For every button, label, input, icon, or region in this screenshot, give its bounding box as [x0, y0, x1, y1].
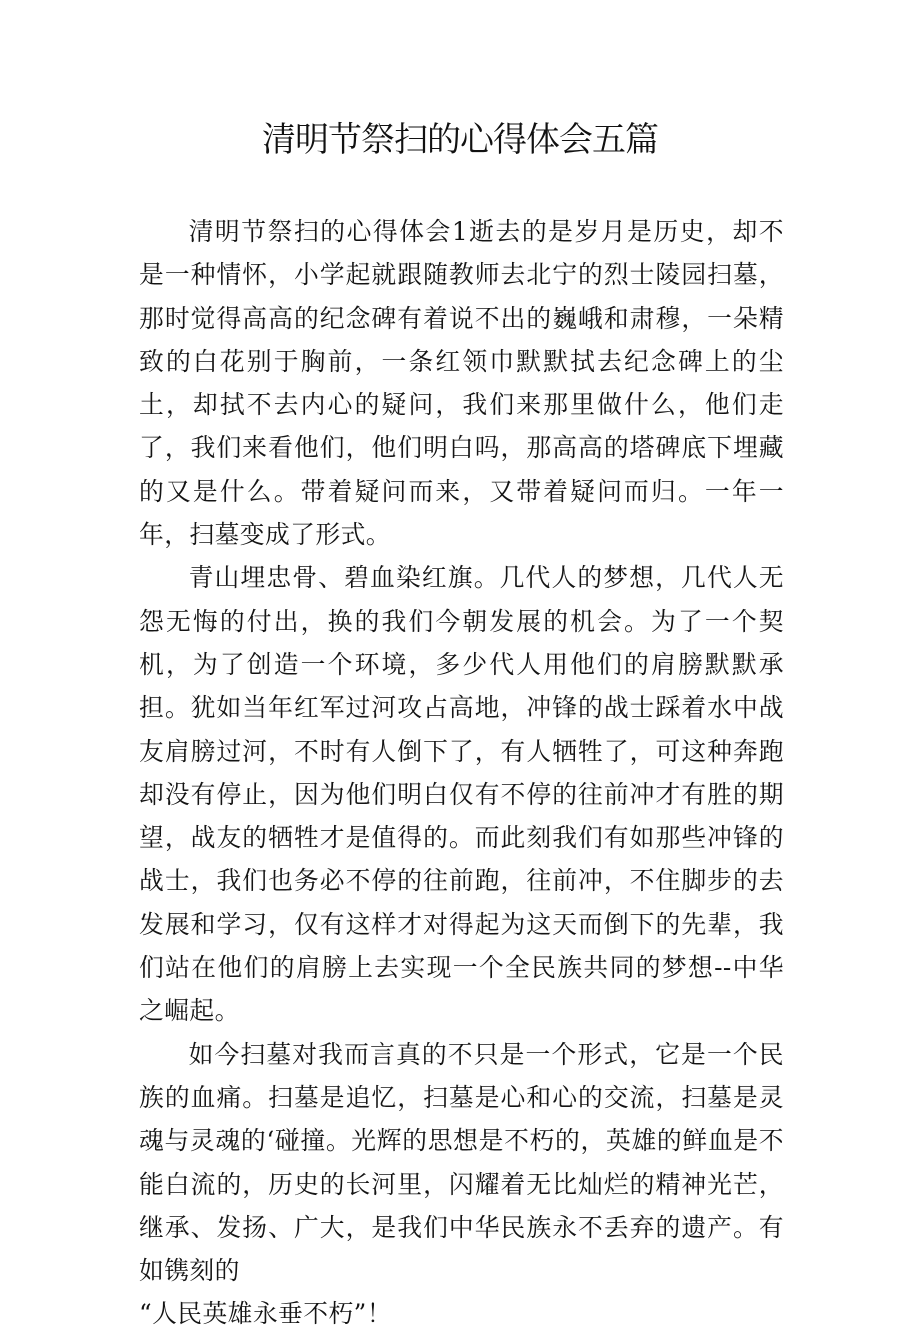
paragraph-1: 清明节祭扫的心得体会1逝去的是岁月是历史，却不是一种情怀，小学起就跟随教师去北宁的烈士陵园扫墓，那时觉得高高的纪念碑有着说不出的巍峨和肃穆，一朵精致的白花别于胸前，一条红领巾默默拭去纪念碑上的尘土，却拭不去内心的疑问，我们来那里做什么，他们走了，我们来看他们，他们明白吗，那高高的塔碑底下埋藏的又是什么。带着疑问而来，又带着疑问而归。一年一年，扫墓变成了形式。 — [139, 217, 784, 550]
paragraph-3: 如今扫墓对我而言真的不只是一个形式，它是一个民族的血痛。扫墓是追忆，扫墓是心和心的交流，扫墓是灵魂与灵魂的‘碰撞。光辉的思想是不朽的，英雄的鲜血是不能白流的，历史的长河里，闪耀着无比灿烂的精神光芒，继承、发扬、广大，是我们中华民族永不丢弃的遗产。有如镌刻的 — [139, 1039, 784, 1286]
page-title: 清明节祭扫的心得体会五篇 — [262, 120, 658, 160]
quote-line: “人民英雄永垂不朽”！ — [139, 1299, 392, 1329]
paragraph-2: 青山埋忠骨、碧血染红旗。几代人的梦想，几代人无怨无悔的付出，换的我们今朝发展的机会。为了一个契机，为了创造一个环境，多少代人用他们的肩膀默默承担。犹如当年红军过河攻占高地，冲锋的战士踩着水中战友肩膀过河，不时有人倒下了，有人牺牲了，可这种奔跑却没有停止，因为他们明白仅有不停的往前冲才有胜的期望，战友的牺牲才是值得的。而此刻我们有如那些冲锋的战士，我们也务必不停的往前跑，往前冲，不住脚步的去发展和学习，仅有这样才对得起为这天而倒下的先辈，我们站在他们的肩膀上去实现一个全民族共同的梦想--中华之崛起。 — [139, 563, 784, 1026]
document-body — [139, 210, 784, 1336]
